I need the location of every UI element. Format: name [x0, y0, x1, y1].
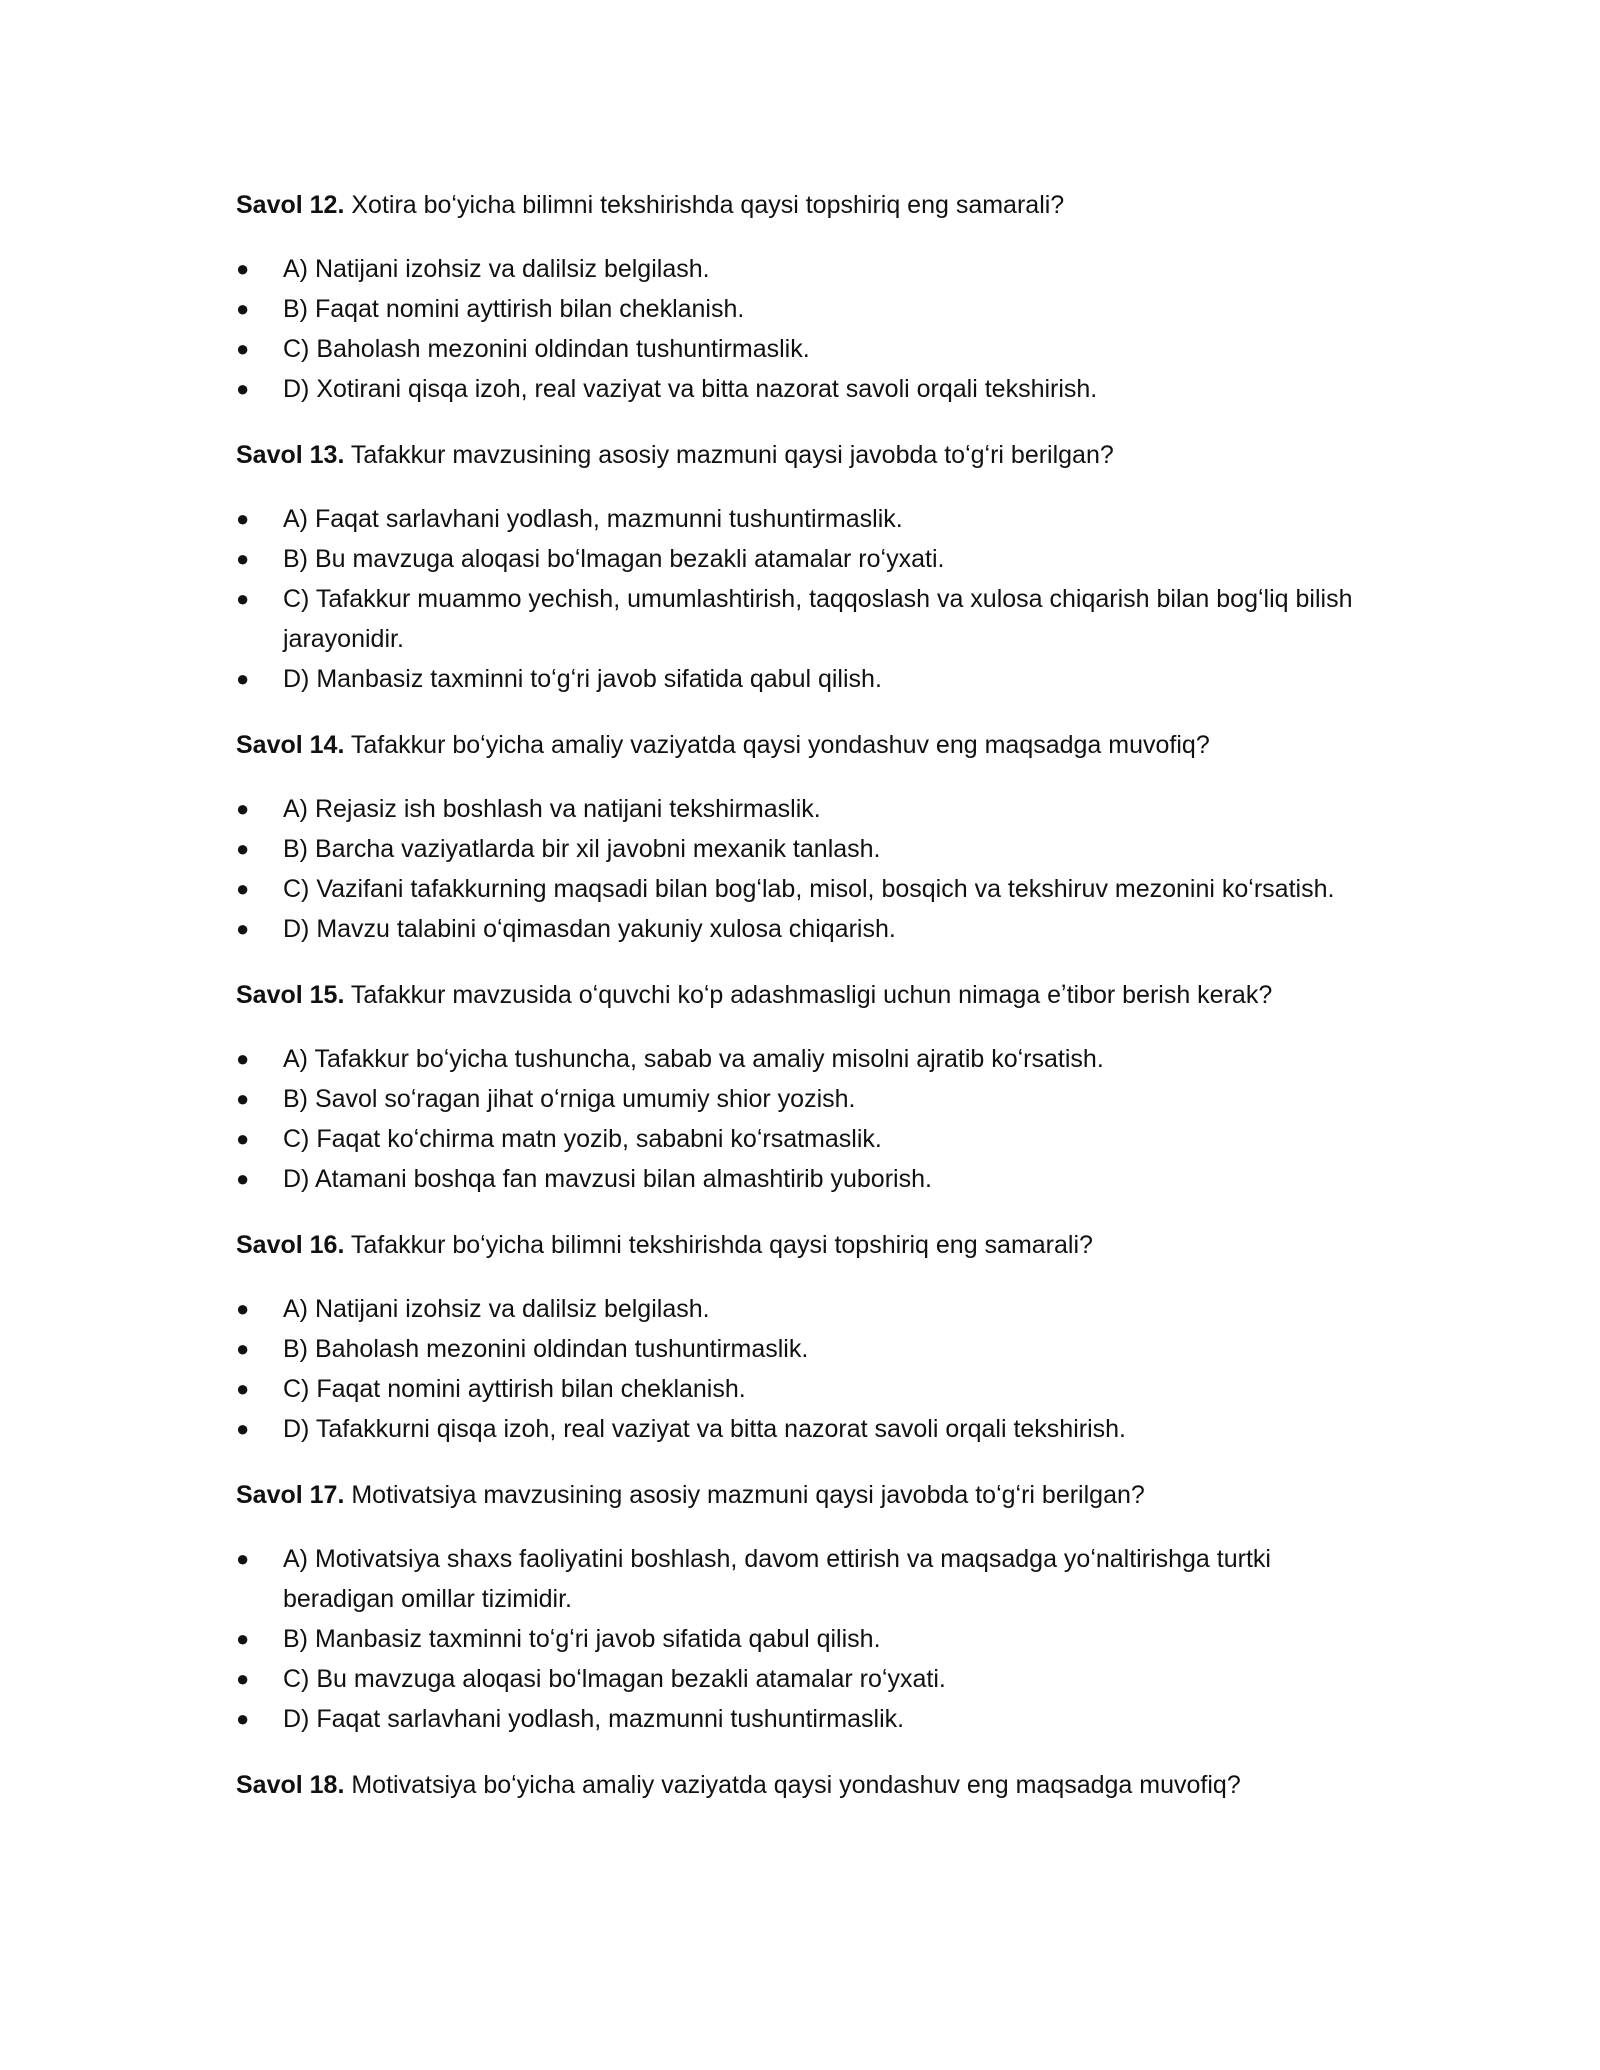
bullet-icon: ●: [236, 336, 250, 361]
bullet-icon: ●: [236, 836, 250, 861]
question-text: Tafakkur boʻyicha amaliy vaziyatda qaysi yondashuv eng maqsadga muvofiq?: [350, 731, 1210, 759]
answer-text: D) Faqat sarlavhani yodlash, mazmunni tushuntirmaslik.: [283, 1705, 905, 1733]
answer-text: C) Bu mavzuga aloqasi boʻlmagan bezakli atamalar roʻyxati.: [283, 1665, 946, 1693]
question-text: Tafakkur mavzusida oʻquvchi koʻp adashmasligi uchun nimaga eʼtibor berish kerak?: [350, 981, 1273, 1009]
bullet-icon: ●: [236, 1626, 250, 1651]
bullet-icon: ●: [236, 666, 250, 691]
answer-option: [236, 829, 1366, 869]
bullet-icon: ●: [236, 1086, 250, 1111]
answer-option: [236, 249, 1366, 289]
answer-text: A) Natijani izohsiz va dalilsiz belgilash.: [283, 1295, 710, 1323]
bullet-icon: ●: [236, 1166, 250, 1191]
answer-text: C) Tafakkur muammo yechish, umumlashtirish, taqqoslash va xulosa chiqarish bilan bogʻliq bilish jarayonidir.: [283, 585, 1353, 653]
answer-text: B) Bu mavzuga aloqasi boʻlmagan bezakli atamalar roʻyxati.: [283, 545, 945, 573]
bullet-icon: ●: [236, 256, 250, 281]
question-number: Savol 15.: [236, 981, 345, 1009]
answer-option: [236, 1619, 1366, 1659]
answer-text: A) Tafakkur boʻyicha tushuncha, sabab va amaliy misolni ajratib koʻrsatish.: [283, 1045, 1104, 1073]
answer-list-16: [236, 1289, 1366, 1449]
answer-option: [236, 539, 1366, 579]
answer-option: [236, 869, 1366, 909]
question-text: Motivatsiya boʻyicha amaliy vaziyatda qaysi yondashuv eng maqsadga muvofiq?: [351, 1771, 1241, 1799]
answer-text: D) Xotirani qisqa izoh, real vaziyat va bitta nazorat savoli orqali tekshirish.: [283, 375, 1098, 403]
question-text: Xotira boʻyicha bilimni tekshirishda qaysi topshiriq eng samarali?: [351, 191, 1065, 219]
bullet-icon: ●: [236, 376, 250, 401]
question-text: Motivatsiya mavzusining asosiy mazmuni qaysi javobda toʻgʻri berilgan?: [351, 1481, 1145, 1509]
answer-text: A) Natijani izohsiz va dalilsiz belgilash.: [283, 255, 710, 283]
answer-option: [236, 289, 1366, 329]
answer-option: [236, 499, 1366, 539]
question-16: [236, 1225, 1366, 1265]
answer-list-13: [236, 499, 1366, 699]
answer-text: D) Mavzu talabini oʻqimasdan yakuniy xulosa chiqarish.: [283, 915, 896, 943]
answer-option: [236, 1119, 1366, 1159]
answer-text: B) Manbasiz taxminni toʻgʻri javob sifatida qabul qilish.: [283, 1625, 881, 1653]
answer-text: B) Barcha vaziyatlarda bir xil javobni mexanik tanlash.: [283, 835, 881, 863]
bullet-icon: ●: [236, 1296, 250, 1321]
answer-text: C) Vazifani tafakkurning maqsadi bilan bogʻlab, misol, bosqich va tekshiruv mezonini koʻrsatish.: [283, 875, 1335, 903]
question-15: [236, 975, 1366, 1015]
bullet-icon: ●: [236, 1126, 250, 1151]
answer-option: [236, 579, 1366, 659]
answer-text: D) Manbasiz taxminni toʻgʻri javob sifatida qabul qilish.: [283, 665, 882, 693]
bullet-icon: ●: [236, 296, 250, 321]
answer-option: [236, 369, 1366, 409]
question-18: [236, 1765, 1366, 1805]
question-text: Tafakkur mavzusining asosiy mazmuni qaysi javobda toʻgʻri berilgan?: [350, 441, 1114, 469]
question-number: Savol 14.: [236, 731, 345, 759]
answer-option: [236, 909, 1366, 949]
answer-option: [236, 1699, 1366, 1739]
answer-option: [236, 789, 1366, 829]
bullet-icon: ●: [236, 1666, 250, 1691]
question-12: [236, 185, 1366, 225]
answer-option: [236, 1539, 1366, 1619]
question-13: [236, 435, 1366, 475]
answer-text: A) Rejasiz ish boshlash va natijani tekshirmaslik.: [283, 795, 821, 823]
answer-list-15: [236, 1039, 1366, 1199]
answer-text: D) Atamani boshqa fan mavzusi bilan almashtirib yuborish.: [283, 1165, 932, 1193]
bullet-icon: ●: [236, 586, 250, 611]
answer-option: [236, 1039, 1366, 1079]
answer-text: C) Faqat koʻchirma matn yozib, sababni koʻrsatmaslik.: [283, 1125, 882, 1153]
answer-option: [236, 1289, 1366, 1329]
question-number: Savol 16.: [236, 1231, 345, 1259]
bullet-icon: ●: [236, 546, 250, 571]
bullet-icon: ●: [236, 1376, 250, 1401]
bullet-icon: ●: [236, 1546, 250, 1571]
question-number: Savol 13.: [236, 441, 345, 469]
bullet-icon: ●: [236, 1416, 250, 1441]
question-text: Tafakkur boʻyicha bilimni tekshirishda qaysi topshiriq eng samarali?: [350, 1231, 1093, 1259]
question-number: Savol 12.: [236, 191, 345, 219]
answer-option: [236, 1329, 1366, 1369]
question-number: Savol 18.: [236, 1771, 345, 1799]
bullet-icon: ●: [236, 876, 250, 901]
bullet-icon: ●: [236, 916, 250, 941]
bullet-icon: ●: [236, 1046, 250, 1071]
bullet-icon: ●: [236, 1706, 250, 1731]
bullet-icon: ●: [236, 506, 250, 531]
question-17: [236, 1475, 1366, 1515]
answer-option: [236, 1369, 1366, 1409]
answer-option: [236, 659, 1366, 699]
question-number: Savol 17.: [236, 1481, 345, 1509]
answer-text: B) Baholash mezonini oldindan tushuntirmaslik.: [283, 1335, 809, 1363]
answer-option: [236, 1159, 1366, 1199]
answer-text: C) Baholash mezonini oldindan tushuntirmaslik.: [283, 335, 810, 363]
answer-list-17: [236, 1539, 1366, 1739]
answer-list-12: [236, 249, 1366, 409]
answer-option: [236, 329, 1366, 369]
document-page: [236, 185, 1366, 1829]
answer-text: B) Savol soʻragan jihat oʻrniga umumiy shior yozish.: [283, 1085, 856, 1113]
answer-list-14: [236, 789, 1366, 949]
answer-text: B) Faqat nomini ayttirish bilan cheklanish.: [283, 295, 745, 323]
answer-option: [236, 1079, 1366, 1119]
answer-text: D) Tafakkurni qisqa izoh, real vaziyat va bitta nazorat savoli orqali tekshirish.: [283, 1415, 1126, 1443]
question-14: [236, 725, 1366, 765]
answer-option: [236, 1659, 1366, 1699]
answer-text: C) Faqat nomini ayttirish bilan cheklanish.: [283, 1375, 746, 1403]
answer-option: [236, 1409, 1366, 1449]
bullet-icon: ●: [236, 796, 250, 821]
answer-text: A) Faqat sarlavhani yodlash, mazmunni tushuntirmaslik.: [283, 505, 903, 533]
answer-text: A) Motivatsiya shaxs faoliyatini boshlash, davom ettirish va maqsadga yoʻnaltirishga turtki beradigan omillar tizimidir.: [283, 1545, 1271, 1613]
bullet-icon: ●: [236, 1336, 250, 1361]
